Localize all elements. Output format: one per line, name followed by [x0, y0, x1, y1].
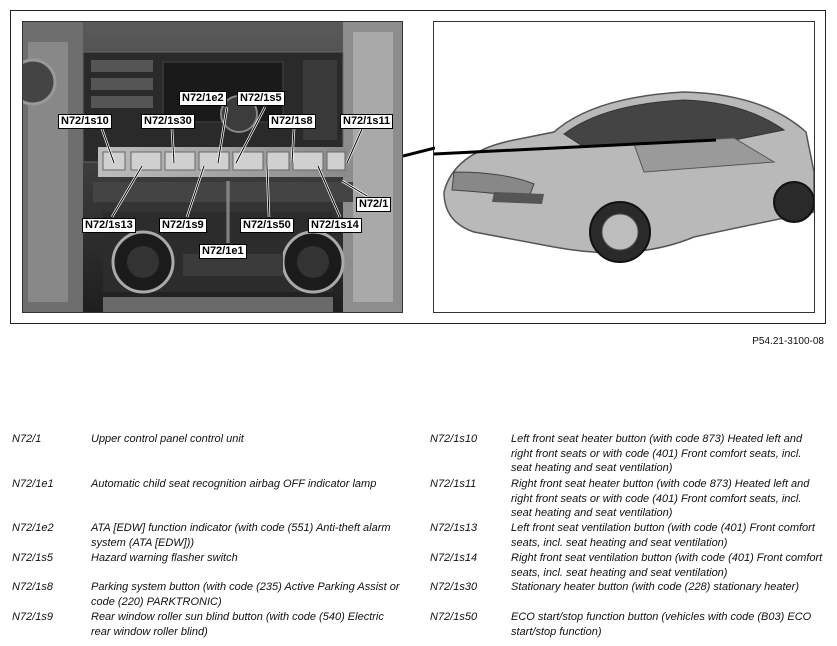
- legend-code: N72/1s10: [430, 433, 478, 445]
- connector-line: [403, 140, 435, 160]
- legend-code: N72/1: [12, 433, 42, 445]
- car-illustration: [434, 22, 815, 313]
- legend-desc: Stationary heater button (with code (228) stationary heater): [511, 581, 799, 593]
- legend-desc: Parking system button (with code (235) Active Parking Assist or code (220) PARKTRONIC): [91, 581, 400, 608]
- legend-desc: ATA [EDW] function indicator (with code (551) Anti-theft alarm system (ATA [EDW])): [91, 522, 391, 549]
- legend-desc: Hazard warning flasher switch: [91, 552, 238, 564]
- legend-code: N72/1e2: [12, 522, 54, 534]
- legend-code: N72/1s14: [430, 552, 478, 564]
- legend-desc: Left front seat ventilation button (with code (401) Front comfort seats, incl. seat heating and seat ventilation): [511, 522, 815, 549]
- legend-code: N72/1s5: [12, 552, 53, 564]
- callout-label: N72/1s11: [340, 114, 393, 129]
- callout-label: N72/1s50: [240, 218, 294, 233]
- legend-desc: Upper control panel control unit: [91, 433, 244, 445]
- figure-reference: P54.21-3100-08: [752, 336, 824, 347]
- callout-label: N72/1s5: [237, 91, 285, 106]
- callout-label: N72/1s30: [141, 114, 195, 129]
- callout-label: N72/1s9: [159, 218, 207, 233]
- legend-desc: Left front seat heater button (with code 873) Heated left and right front seats or with code (401) Front comfort seats, incl. seat heating and seat ventilation): [511, 433, 803, 474]
- legend-desc: ECO start/stop function button (vehicles with code (B03) ECO start/stop function): [511, 611, 812, 638]
- car-illustration-panel: [433, 21, 815, 313]
- legend-desc: Right front seat ventilation button (with code (401) Front comfort seats, incl. seat heating and seat ventilation): [511, 552, 823, 579]
- callout-label: N72/1s8: [268, 114, 316, 129]
- callout-label: N72/1s13: [82, 218, 136, 233]
- callout-label: N72/1: [356, 197, 391, 212]
- legend-code: N72/1s13: [430, 522, 478, 534]
- legend-desc: Automatic child seat recognition airbag OFF indicator lamp: [91, 478, 377, 490]
- callout-label: N72/1s10: [58, 114, 112, 129]
- callout-label: N72/1e1: [199, 244, 247, 259]
- callout-leaders: [22, 21, 403, 313]
- legend-code: N72/1s9: [12, 611, 53, 623]
- legend-code: N72/1s50: [430, 611, 478, 623]
- callout-label: N72/1s14: [308, 218, 362, 233]
- legend-code: N72/1s8: [12, 581, 53, 593]
- legend-code: N72/1s11: [430, 478, 477, 490]
- callout-label: N72/1e2: [179, 91, 227, 106]
- legend-desc: Right front seat heater button (with code 873) Heated left and right front seats or with code (401) Front comfort seats, incl. seat heating and seat ventilation): [511, 478, 810, 519]
- legend-code: N72/1s30: [430, 581, 478, 593]
- legend-desc: Rear window roller sun blind button (with code (540) Electric rear window roller blind): [91, 611, 384, 638]
- legend-code: N72/1e1: [12, 478, 54, 490]
